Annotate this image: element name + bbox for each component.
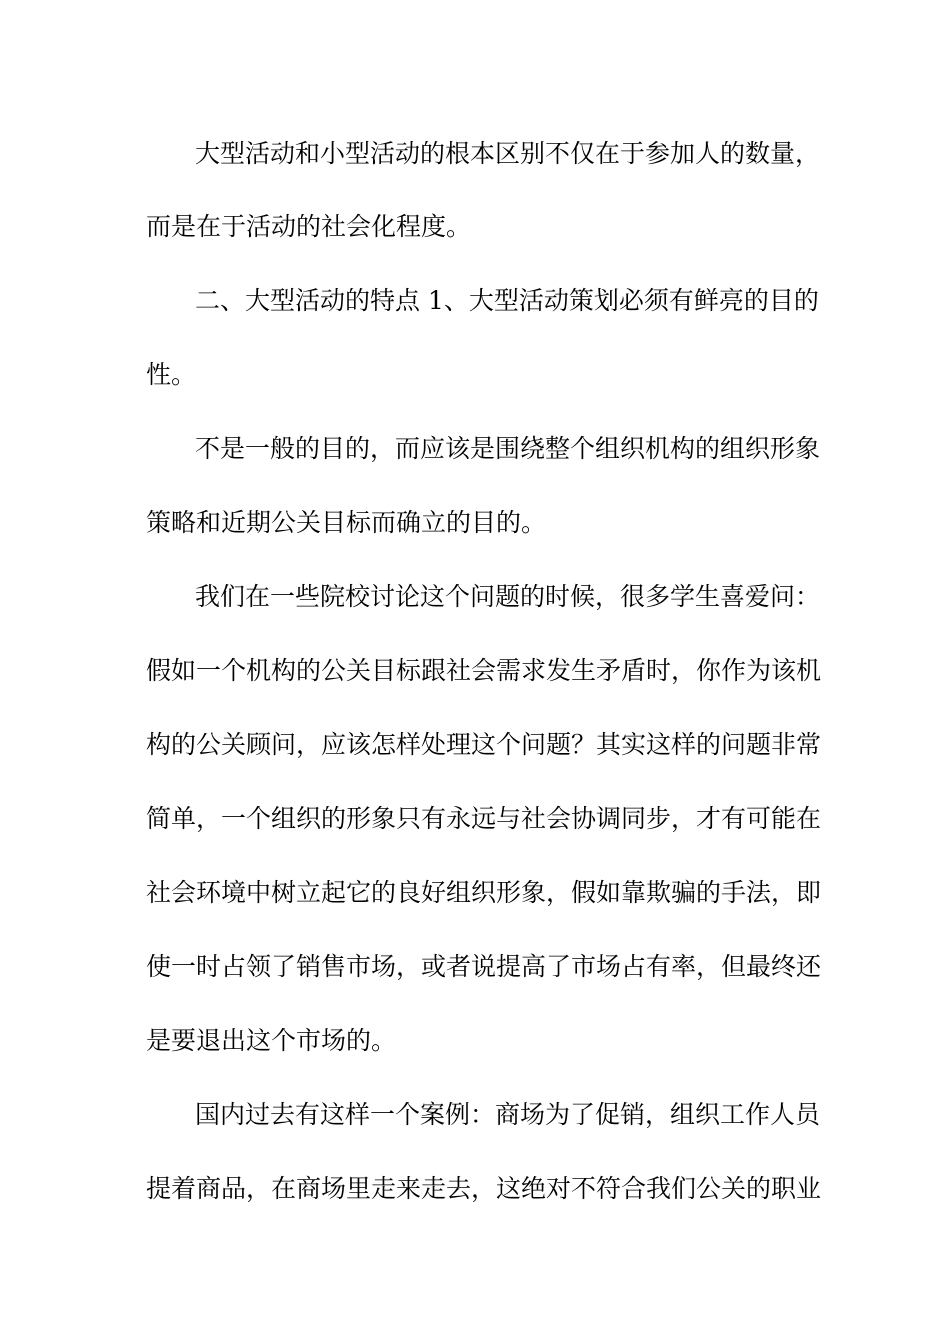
text-line: 大型活动和小型活动的根本区别不仅在于参加人的数量， <box>195 139 821 168</box>
text-line: 国内过去有这样一个案例：商场为了促销，组织工作人员 <box>195 1100 821 1129</box>
text-line: 不是一般的目的，而应该是围绕整个组织机构的组织形象 <box>195 434 821 463</box>
text-line: 社会环境中树立起它的良好组织形象，假如靠欺骗的手法，即 <box>146 878 822 907</box>
text-line: 简单，一个组织的形象只有永远与社会协调同步，才有可能在 <box>146 804 822 833</box>
text-line: 使一时占领了销售市场，或者说提高了市场占有率，但最终还 <box>146 952 822 981</box>
text-line: 性。 <box>146 360 197 389</box>
text-line: 构的公关顾问，应该怎样处理这个问题？其实这样的问题非常 <box>146 730 822 759</box>
text-line: 二、大型活动的特点 1、大型活动策划必须有鲜亮的目的 <box>195 286 819 315</box>
text-line: 提着商品，在商场里走来走去，这绝对不符合我们公关的职业 <box>146 1174 822 1203</box>
text-line: 策略和近期公关目标而确立的目的。 <box>146 508 547 537</box>
text-line: 是要退出这个市场的。 <box>146 1026 397 1055</box>
text-line: 而是在于活动的社会化程度。 <box>146 212 472 241</box>
text-line: 我们在一些院校讨论这个问题的时候，很多学生喜爱问： <box>195 582 821 611</box>
text-line: 假如一个机构的公关目标跟社会需求发生矛盾时，你作为该机 <box>146 656 822 685</box>
